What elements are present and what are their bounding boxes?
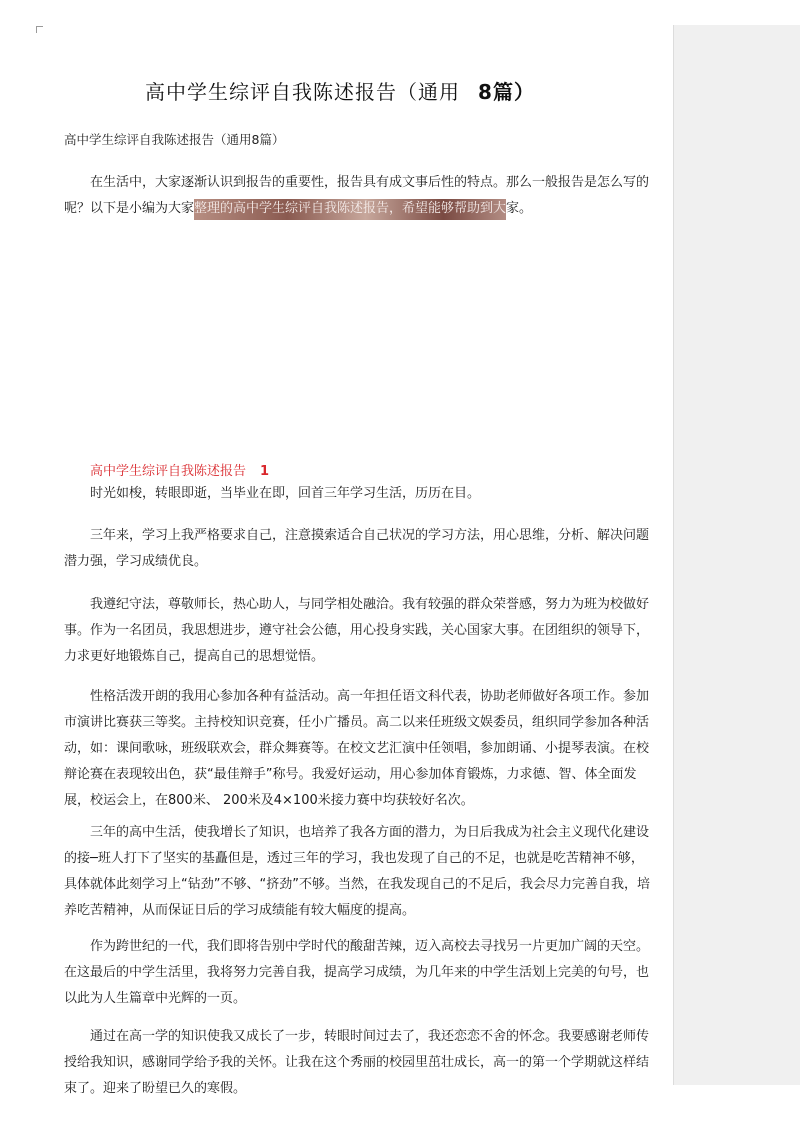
document-subtitle: 高中学生综评自我陈述报告（通用8篇） <box>64 132 285 147</box>
side-panel <box>673 25 800 1085</box>
body-paragraph-6: 作为跨世纪的一代，我们即将告别中学时代的酸甜苦辣，迈入高校去寻找另一片更加广阔的天空。在这最后的中学生活里，我将努力完善自我，提高学习成绩，为几年来的中学生活划上完美的句号，也以此为人生篇章中光辉的一页。 <box>64 939 650 1006</box>
body-paragraph-1: 时光如梭，转眼即逝，当毕业在即，回首三年学习生活，历历在目。 <box>90 486 481 501</box>
body-paragraph-4: 性格活泼开朗的我用心参加各种有益活动。高一年担任语文科代表，协助老师做好各项工作。参加市演讲比赛获三等奖。主持校知识竞赛，任小广播员。高二以来任班级文娱委员，组织同学参加各种活动，如：课间歌咏，班级联欢会，群众舞赛等。在校文艺汇演中任领唱，参加朗诵、小提琴表演。在校辩论赛在表现较出色，获“最佳辩手”称号。我爱好运动，用心参加体育锻炼，力求德、智、体全面发展，校运会上，在800米、 200米及4×100米接力赛中均获较好名次。 <box>64 689 650 808</box>
body-paragraph-2: 三年来，学习上我严格要求自己，注意摸索适合自己状况的学习方法，用心思维，分析、解决问题潜力强，学习成绩优良。 <box>64 528 650 569</box>
intro-text-end: 家。 <box>506 201 533 216</box>
page-title <box>60 76 620 105</box>
page-title-count: 8篇） <box>478 80 535 104</box>
body-paragraph-7: 通过在高一学的知识使我又成长了一步，转眼时间过去了，我还恋恋不舍的怀念。我要感谢老师传授给我知识，感谢同学给予我的关怀。让我在这个秀丽的校园里茁壮成长，高一的第一个学期就这样结束了。迎来了盼望已久的寒假。 <box>64 1029 650 1096</box>
body-paragraph-5: 三年的高中生活，使我增长了知识，也培养了我各方面的潜力，为日后我成为社会主义现代化建设的接─班人打下了坚实的基矗但是，透过三年的学习，我也发现了自己的不足，也就是吃苦精神不够，具体就体此刻学习上“钻劲”不够、“挤劲”不够。当然，在我发现自己的不足后，我会尽力完善自我，培养吃苦精神，从而保证日后的学习成绩能有较大幅度的提高。 <box>64 825 650 918</box>
section-heading <box>90 460 269 479</box>
intro-text-start: 在生活中，大家逐渐认识到报告的重要性，报告具有成文事后性的特点。那么一般报告是怎么写的呢？以下是小编为大家 <box>64 175 650 216</box>
body-paragraph-3: 我遵纪守法，尊敬师长，热心助人，与同学相处融洽。我有较强的群众荣誉感，努力为班为校做好事。作为一名团员，我思想进步，遵守社会公德，用心投身实践，关心国家大事。在团组织的领导下，力求更好地锻炼自己，提高自己的思想觉悟。 <box>64 597 650 664</box>
section-heading-text: 高中学生综评自我陈述报告 <box>90 464 247 479</box>
page-corner-mark <box>36 26 43 33</box>
intro-highlighted-text: 整理的高中学生综评自我陈述报告，希望能够帮助到大 <box>194 199 506 220</box>
intro-paragraph <box>64 170 650 222</box>
section-heading-number: 1 <box>260 464 270 479</box>
page-title-text: 高中学生综评自我陈述报告（通用 <box>145 80 461 104</box>
